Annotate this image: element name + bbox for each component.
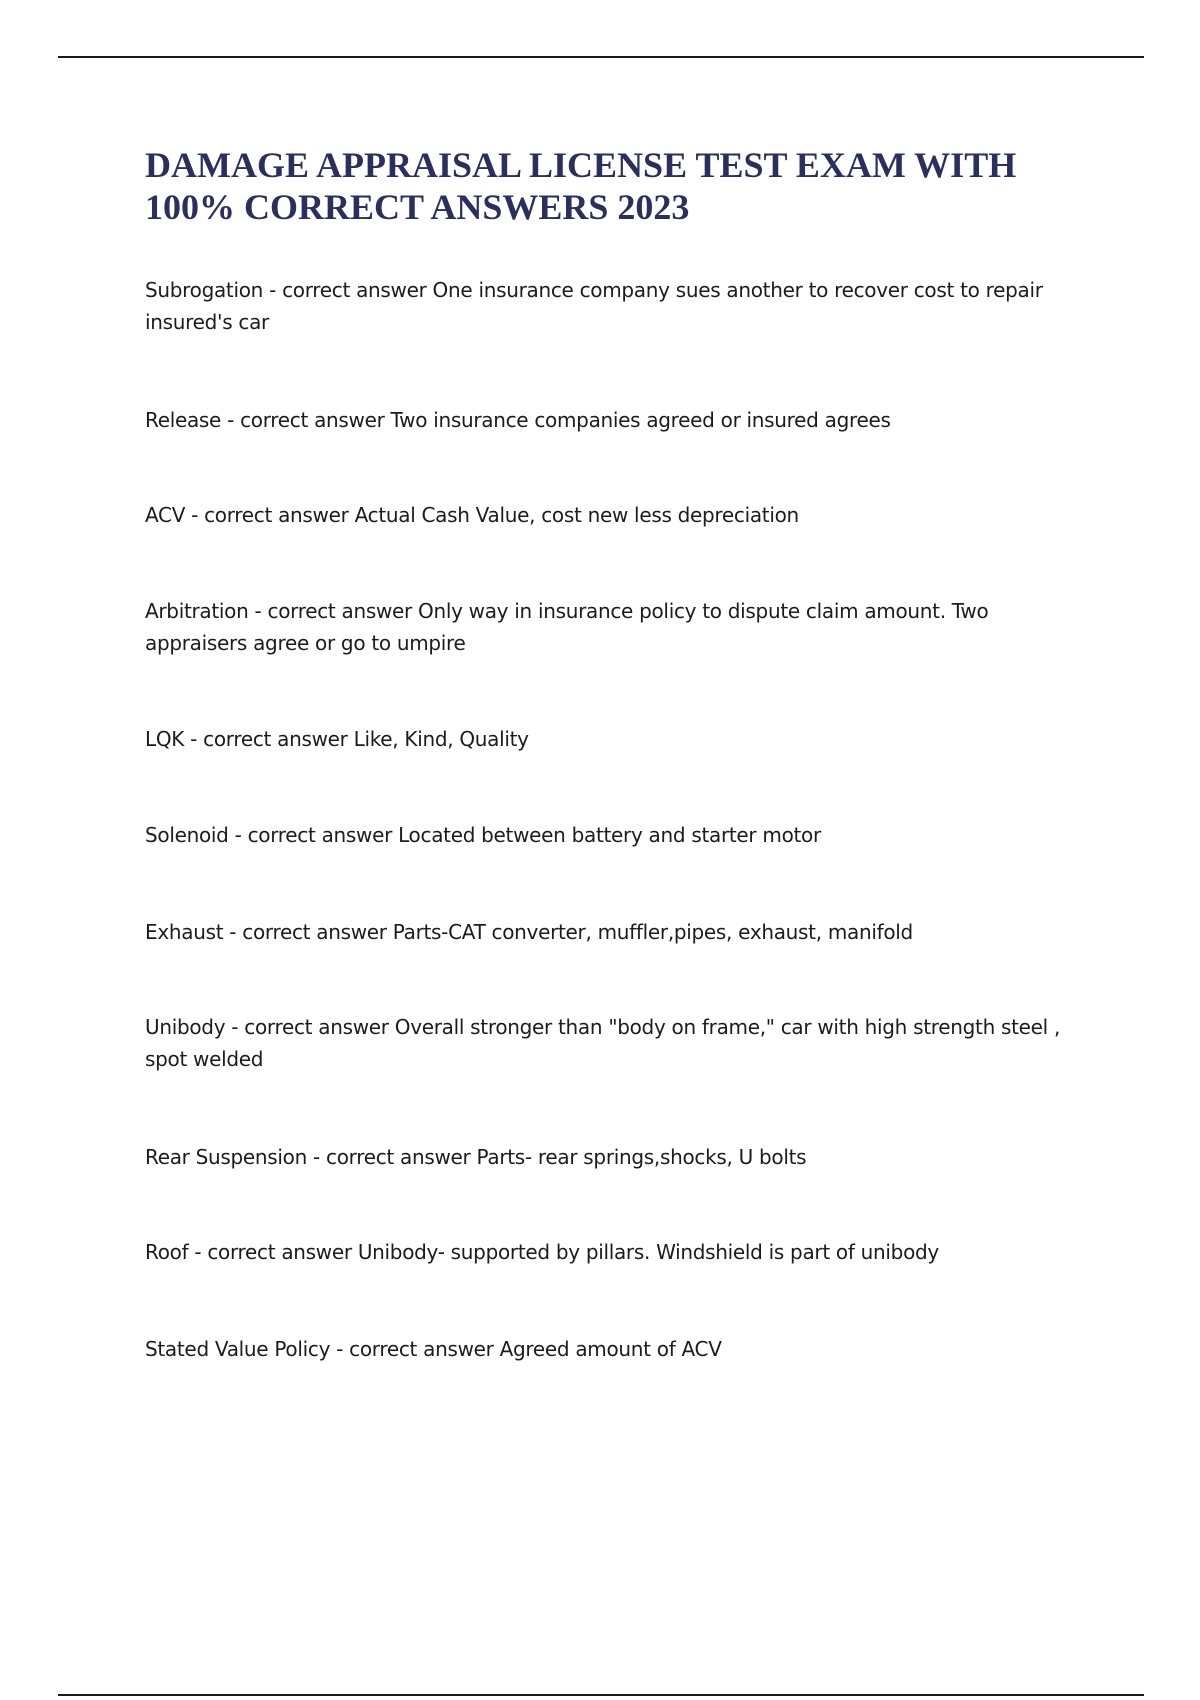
qa-entry-stated-value-policy: Stated Value Policy - correct answer Agreed amount of ACV xyxy=(145,1337,722,1361)
qa-entry-lqk: LQK - correct answer Like, Kind, Quality xyxy=(145,727,529,751)
footer-rule xyxy=(58,1694,1144,1696)
qa-entry-arbitration: Arbitration - correct answer Only way in insurance policy to dispute claim amount. Two appraisers agree or go to umpire xyxy=(145,599,989,655)
qa-entry-acv: ACV - correct answer Actual Cash Value, cost new less depreciation xyxy=(145,503,799,527)
qa-entry-unibody: Unibody - correct answer Overall stronger than "body on frame," car with high strength steel , spot welded xyxy=(145,1015,1061,1071)
document-title: DAMAGE APPRAISAL LICENSE TEST EXAM WITH 100% CORRECT ANSWERS 2023 xyxy=(145,145,1017,227)
qa-entry-exhaust: Exhaust - correct answer Parts-CAT converter, muffler,pipes, exhaust, manifold xyxy=(145,920,913,944)
header-rule xyxy=(58,56,1144,58)
qa-entry-release: Release - correct answer Two insurance companies agreed or insured agrees xyxy=(145,408,891,432)
qa-entry-solenoid: Solenoid - correct answer Located between battery and starter motor xyxy=(145,823,821,847)
qa-entry-rear-suspension: Rear Suspension - correct answer Parts- rear springs,shocks, U bolts xyxy=(145,1145,807,1169)
qa-entry-subrogation: Subrogation - correct answer One insurance company sues another to recover cost to repair insured's car xyxy=(145,278,1043,334)
qa-entry-roof: Roof - correct answer Unibody- supported by pillars. Windshield is part of unibody xyxy=(145,1240,939,1264)
